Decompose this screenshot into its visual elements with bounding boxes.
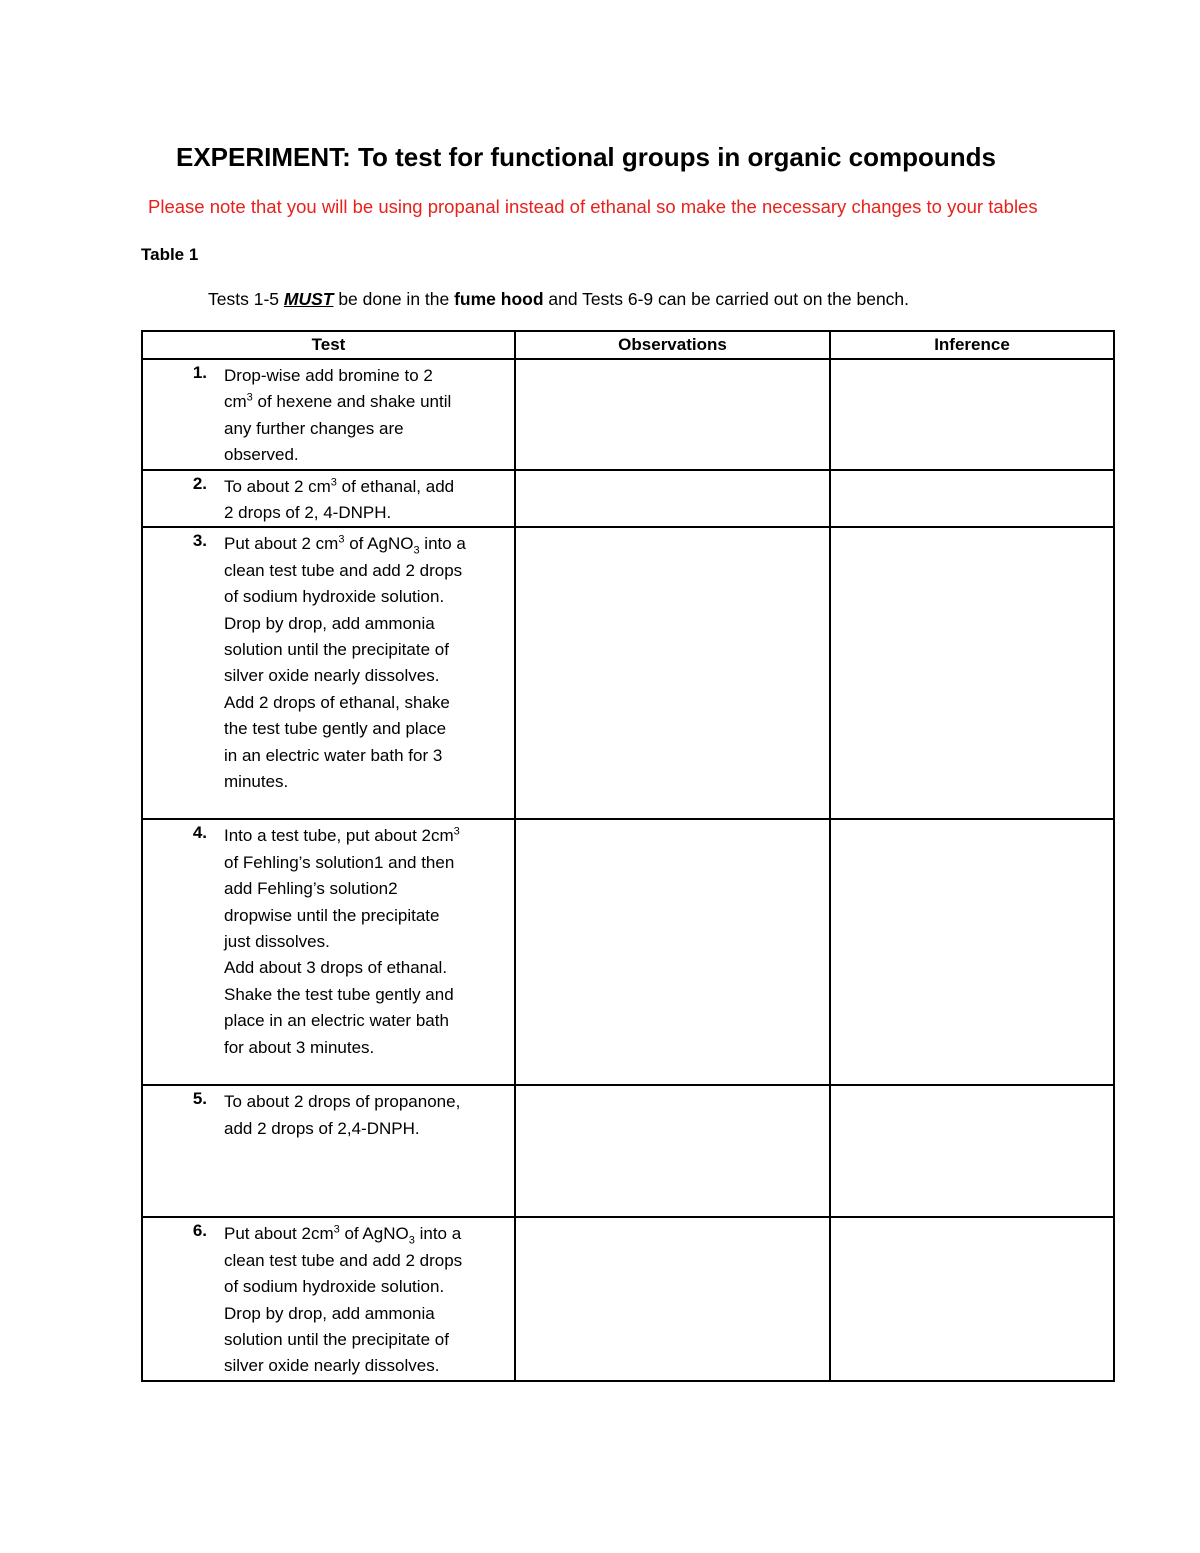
text-segment: of AgNO [344, 534, 414, 554]
text-segment: in an electric water bath for 3 [224, 745, 443, 765]
text-segment: Drop by drop, add ammonia [224, 613, 435, 633]
text-segment: add Fehling’s solution2 [224, 879, 398, 899]
test-number: 2. [192, 473, 207, 493]
description-line [224, 929, 504, 955]
text-segment: To about 2 drops of propanone, [224, 1092, 461, 1112]
description-line [224, 1353, 504, 1379]
text-segment: of sodium hydroxide solution. [224, 587, 445, 607]
subscript: 3 [413, 544, 420, 557]
test-description [224, 1218, 504, 1379]
table-header-row [142, 331, 1114, 359]
text-segment: Shake the test tube gently and [224, 984, 454, 1004]
observations-cell[interactable] [515, 527, 830, 819]
text-segment: of sodium hydroxide solution. [224, 1277, 445, 1297]
text-segment: into a [419, 534, 466, 554]
description-line [224, 1274, 504, 1300]
text-segment: Put about 2 cm [224, 534, 339, 554]
table-row [142, 819, 1114, 1085]
propanal-note: Please note that you will be using propanal instead of ethanal so make the necessary changes to your tables [148, 196, 1038, 217]
text-segment: observed. [224, 445, 299, 465]
table-row [142, 1085, 1114, 1217]
test-description [224, 1086, 504, 1142]
text-segment: of ethanal, add [336, 476, 455, 496]
instructions-part1: Tests 1-5 [208, 289, 284, 309]
test-number: 6. [192, 1221, 207, 1241]
test-cell [142, 1217, 515, 1380]
text-segment: for about 3 minutes. [224, 1037, 375, 1057]
description-line [224, 1301, 504, 1327]
test-description [224, 528, 504, 795]
text-segment: minutes. [224, 772, 289, 792]
table-row [142, 470, 1114, 528]
superscript: 3 [333, 1223, 340, 1236]
text-segment: Put about 2cm [224, 1224, 334, 1244]
text-segment: into a [414, 1224, 462, 1244]
description-line [224, 389, 504, 415]
observations-cell[interactable] [515, 819, 830, 1085]
text-segment: Add about 3 drops of ethanal. [224, 958, 448, 978]
description-line [224, 903, 504, 929]
observations-cell[interactable] [515, 1085, 830, 1217]
test-number: 4. [192, 823, 207, 843]
description-line [224, 716, 504, 742]
text-segment: any further changes are [224, 418, 404, 438]
subscript: 3 [408, 1234, 415, 1247]
text-segment: the test tube gently and place [224, 719, 447, 739]
description-line [224, 690, 504, 716]
description-line [224, 363, 504, 389]
inference-cell[interactable] [830, 1085, 1114, 1217]
text-segment: silver oxide nearly dissolves. [224, 1356, 440, 1376]
description-line [224, 876, 504, 902]
description-line [224, 982, 504, 1008]
test-number: 5. [192, 1089, 207, 1109]
instructions-part2: be done in the [333, 289, 455, 309]
text-segment: Drop-wise add bromine to 2 [224, 366, 433, 385]
description-line [224, 769, 504, 795]
description-line [224, 663, 504, 689]
superscript: 3 [338, 533, 345, 546]
text-segment: Into a test tube, put about 2cm [224, 826, 454, 846]
test-cell [142, 470, 515, 528]
instructions [208, 289, 909, 310]
description-line [224, 823, 504, 849]
description-line [224, 1035, 504, 1061]
description-line [224, 637, 504, 663]
description-line [224, 416, 504, 442]
description-line [224, 1116, 504, 1142]
test-number: 1. [192, 363, 207, 382]
header-inference: Inference [830, 331, 1114, 359]
description-line [224, 1221, 504, 1247]
description-line [224, 955, 504, 981]
text-segment: of AgNO [339, 1224, 409, 1244]
header-observations: Observations [515, 331, 830, 359]
superscript: 3 [453, 825, 460, 838]
description-line [224, 558, 504, 584]
observations-cell[interactable] [515, 359, 830, 470]
text-segment: just dissolves. [224, 932, 330, 952]
description-line [224, 1008, 504, 1034]
instructions-part3: and Tests 6-9 can be carried out on the bench. [543, 289, 910, 309]
description-line [224, 611, 504, 637]
test-description [224, 471, 504, 527]
description-line [224, 500, 504, 526]
text-segment: 2 drops of 2, 4-DNPH. [224, 503, 392, 523]
description-line [224, 743, 504, 769]
header-test: Test [142, 331, 515, 359]
text-segment: of Fehling’s solution1 and then [224, 852, 455, 872]
instructions-fume-hood: fume hood [454, 289, 544, 309]
inference-cell[interactable] [830, 527, 1114, 819]
test-description [224, 360, 504, 469]
table-row [142, 359, 1114, 470]
text-segment: silver oxide nearly dissolves. [224, 666, 440, 686]
text-segment: of hexene and shake until [252, 392, 452, 412]
inference-cell[interactable] [830, 1217, 1114, 1380]
superscript: 3 [246, 391, 253, 404]
page-title: EXPERIMENT: To test for functional groups in organic compounds [176, 142, 996, 172]
description-line [224, 584, 504, 610]
description-line [224, 474, 504, 500]
inference-cell[interactable] [830, 819, 1114, 1085]
description-line [224, 1327, 504, 1353]
text-segment: add 2 drops of 2,4-DNPH. [224, 1118, 420, 1138]
text-segment: Add 2 drops of ethanal, shake [224, 692, 450, 712]
text-segment: place in an electric water bath [224, 1011, 449, 1031]
tests-table [141, 330, 1115, 1382]
superscript: 3 [330, 475, 337, 488]
instructions-must: MUST [283, 289, 334, 309]
inference-cell[interactable] [830, 470, 1114, 528]
description-line [224, 442, 504, 468]
text-segment: solution until the precipitate of [224, 1330, 449, 1350]
test-cell [142, 819, 515, 1085]
table-row [142, 1217, 1114, 1380]
text-segment: To about 2 cm [224, 476, 331, 496]
text-segment: Drop by drop, add ammonia [224, 1303, 435, 1323]
text-segment: clean test tube and add 2 drops [224, 560, 463, 580]
table-row [142, 527, 1114, 819]
test-cell [142, 1085, 515, 1217]
text-segment: clean test tube and add 2 drops [224, 1250, 463, 1270]
table-label: Table 1 [141, 245, 199, 264]
inference-cell[interactable] [830, 359, 1114, 470]
description-line [224, 850, 504, 876]
observations-cell[interactable] [515, 1217, 830, 1380]
test-number: 3. [192, 531, 207, 551]
text-segment: dropwise until the precipitate [224, 905, 440, 925]
observations-cell[interactable] [515, 470, 830, 528]
text-segment: cm [224, 392, 247, 412]
test-cell [142, 527, 515, 819]
description-line [224, 1089, 504, 1115]
test-description [224, 820, 504, 1061]
text-segment: solution until the precipitate of [224, 640, 449, 660]
test-cell [142, 359, 515, 470]
description-line [224, 531, 504, 557]
description-line [224, 1248, 504, 1274]
